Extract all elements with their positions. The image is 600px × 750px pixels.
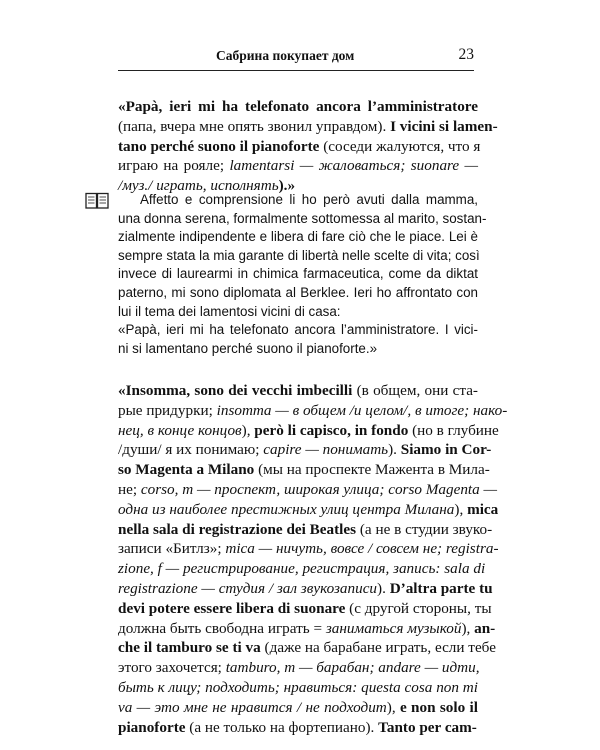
italian-phrase: però li capisco, in fondo <box>254 421 409 439</box>
vocabulary-note: lamentarsi — жаловаться; suonare — <box>229 157 478 175</box>
text-line: una donna serena, formalmente sottomessa al marito, sostan- <box>118 210 487 226</box>
text-line <box>118 137 481 157</box>
text-line <box>118 658 478 678</box>
text-line <box>118 421 499 441</box>
text-line: ni si lamentano perché suono il pianoforte.» <box>118 340 378 356</box>
italian-phrase: I vicini si lamen- <box>390 117 498 135</box>
italian-phrase: mica <box>467 500 499 518</box>
vocabulary-note: нец, в конце концов <box>118 421 242 439</box>
text-line: invece di laurearmi in chimica farmaceutica, come da diktat <box>118 266 478 282</box>
text-line <box>118 539 499 559</box>
vocabulary-note: capire — понимать <box>263 441 389 459</box>
translation-text: этого захочется; <box>118 659 226 677</box>
text-line <box>118 460 490 480</box>
italian-phrase: che il tamburo se ti va <box>118 639 261 657</box>
translation-text: (даже на барабане играть, если тебе <box>260 639 496 657</box>
italian-phrase: pianoforte <box>118 718 186 736</box>
text-line <box>118 678 478 698</box>
translation-text: (но в глубине <box>408 421 499 439</box>
text-line <box>118 117 498 137</box>
translation-text: ), <box>454 500 468 518</box>
translation-text: ), <box>386 698 400 716</box>
vocabulary-note: /муз./ играть, исполнять <box>118 177 279 195</box>
italian-phrase: «Papà, ieri mi ha telefonato ancora l’amministratore <box>118 98 478 115</box>
translation-text: ), <box>461 619 475 637</box>
translation-text: /души/ я их понимаю; <box>118 441 264 459</box>
original-text-paragraph <box>118 191 487 358</box>
translation-text: (в общем, они ста- <box>352 382 478 399</box>
vocabulary-note: быть к лицу; подходить; нравиться: questa cosa non mi <box>118 678 478 696</box>
text-line: zialmente indipendente e libera di fare ciò che le piace. Lei è <box>118 229 478 245</box>
italian-phrase: devi potere essere libera di suonare <box>118 599 346 617</box>
text-line <box>118 698 478 718</box>
vocabulary-note: insomma — в общем /и целом/, в итоге; нако- <box>216 401 508 419</box>
bilingual-paragraph-1 <box>118 97 498 196</box>
text-line <box>118 401 508 421</box>
text-line <box>118 156 478 176</box>
italian-phrase: «Insomma, sono dei vecchi imbecilli <box>118 382 353 399</box>
vocabulary-note: одна из наиболее престижных улиц центра Милана <box>118 500 455 518</box>
text-line <box>118 559 486 579</box>
page-number: 23 <box>458 46 474 63</box>
vocabulary-note: corso, m — проспект, широкая улица; corso Magenta — <box>140 480 498 498</box>
translation-text: рые придурки; <box>118 401 217 419</box>
italian-phrase: nella sala di registrazione dei Beatles <box>118 520 357 538</box>
vocabulary-note: zione, f — регистрирование, регистрация, запись: sala di <box>118 560 486 578</box>
translation-text: не; <box>118 480 141 498</box>
text-line: paterno, mi sono diplomata al Berklee. Ieri ho affrontato con <box>118 284 478 300</box>
text-line <box>118 97 478 117</box>
italian-phrase: Siamo in Cor- <box>400 441 492 459</box>
text-line <box>118 599 492 619</box>
running-header <box>118 44 474 71</box>
italian-phrase: e non solo il <box>399 698 478 716</box>
text-line <box>118 638 496 658</box>
vocabulary-note: tamburo, m — барабан; andare — идти, <box>225 659 480 677</box>
text-line <box>118 718 478 738</box>
text-line <box>118 579 493 599</box>
italian-phrase: an- <box>474 619 496 637</box>
open-book-icon <box>85 192 109 210</box>
translation-text: играю на рояле; <box>118 157 230 175</box>
italian-phrase: tano perché suono il pianoforte <box>118 137 320 155</box>
text-line <box>118 619 496 639</box>
translation-text: записи «Битлз»; <box>118 540 226 558</box>
text-line: sempre stata la mia garante di libertà nelle scelte di vita; così <box>118 247 480 263</box>
bilingual-paragraph-2 <box>118 381 508 737</box>
vocabulary-note: mica — ничуть, вовсе / совсем не; registra- <box>225 540 499 558</box>
translation-text: (с другой стороны, ты <box>345 599 492 617</box>
translation-text: ). <box>388 441 401 459</box>
text-line: «Papà, ieri mi ha telefonato ancora l’amministratore. I vici- <box>118 322 478 338</box>
italian-phrase: ).» <box>278 177 296 195</box>
translation-text: (мы на проспекте Мажента в Мила- <box>254 461 490 479</box>
text-line <box>118 480 498 500</box>
translation-text: (папа, вчера мне опять звонил управдом). <box>118 117 391 135</box>
translation-text: ), <box>241 421 255 439</box>
translation-text: (а не только на фортепиано). <box>185 718 379 736</box>
text-line <box>118 440 492 460</box>
vocabulary-note: registrazione — студия / зал звукозаписи <box>118 579 378 597</box>
italian-phrase: so Magenta a Milano <box>118 461 255 479</box>
text-line <box>118 381 478 401</box>
text-line: lui il tema dei lamentosi vicini di casa: <box>118 303 341 319</box>
translation-text: ). <box>377 579 390 597</box>
text-line <box>118 520 493 540</box>
text-line: Affetto e comprensione li ho però avuti dalla mamma, <box>140 192 478 207</box>
vocabulary-note: va — это мне не нравится / не подходит <box>118 698 387 716</box>
running-title: Сабрина покупает дом <box>216 48 355 63</box>
italian-phrase: D’altra parte tu <box>389 579 493 597</box>
translation-text: должна быть свободна играть = <box>118 619 326 637</box>
italian-phrase: Tanto per cam- <box>378 718 477 736</box>
translation-text: (соседи жалуются, что я <box>319 137 481 155</box>
translation-text: (а не в студии звуко- <box>356 520 493 538</box>
vocabulary-note: заниматься музыкой <box>325 619 462 637</box>
text-line <box>118 500 499 520</box>
